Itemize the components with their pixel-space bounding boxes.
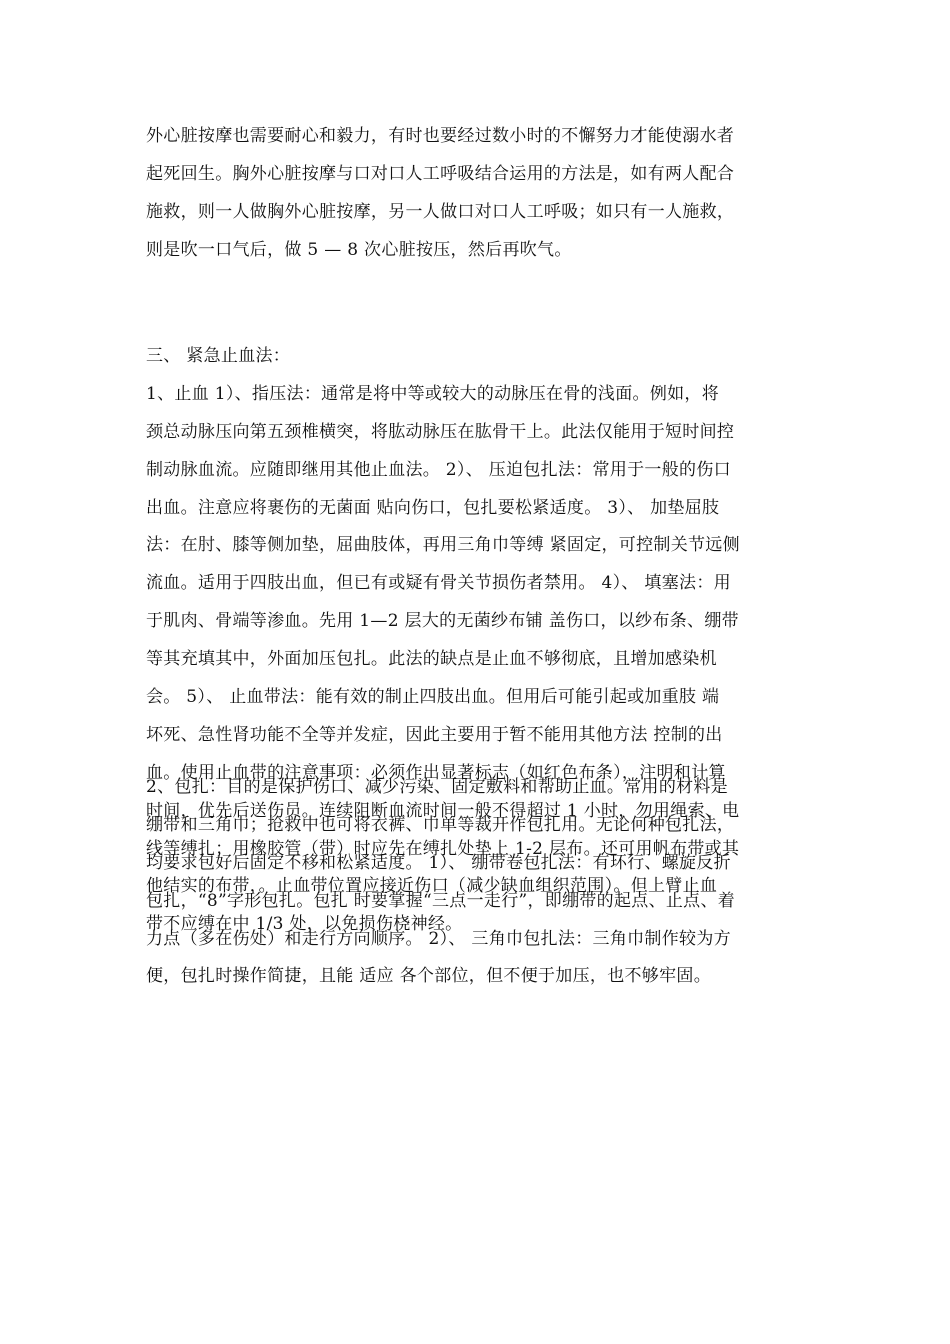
text-line: 则是吹一口气后，做 5 — 8 次心脏按压，然后再吹气。 bbox=[146, 239, 572, 260]
text-line: 起死回生。胸外心脏按摩与口对口人工呼吸结合运用的方法是，如有两人配合 bbox=[146, 163, 735, 184]
text-line: 施救，则一人做胸外心脏按摩，另一人做口对口人工呼吸；如只有一人施救， bbox=[146, 201, 735, 222]
text-line: 时间，优先后送伤员。连续阻断血流时间一般不得超过 1 小时，勿用绳索、电 bbox=[146, 800, 740, 821]
text-line: 法：在肘、膝等侧加垫，屈曲肢体，再用三角巾等缚 紧固定，可控制关节远侧 bbox=[146, 535, 740, 556]
section-heading: 三、 紧急止血法： bbox=[146, 346, 291, 366]
text-line: 便，包扎时操作简捷，且能 适应 各个部位，但不便于加压，也不够牢固。 bbox=[146, 966, 712, 987]
text-line: 1、止血 1）、指压法：通常是将中等或较大的动脉压在骨的浅面。例如，将 bbox=[146, 383, 720, 404]
text-line: 颈总动脉压向第五颈椎横突，将肱动脉压在肱骨干上。此法仅能用于短时间控 bbox=[146, 421, 735, 442]
text-line: 外心脏按摩也需要耐心和毅力，有时也要经过数小时的不懈努力才能使溺水者 bbox=[146, 126, 735, 146]
text-line: 制动脉血流。应随即继用其他止血法。 2）、 压迫包扎法：常用于一般的伤口 bbox=[146, 459, 731, 480]
text-line: 血。使用止血带的注意事项：必须作出显著标志（如红色布条），注明和计算 bbox=[146, 762, 726, 783]
text-line: 2、包扎：目的是保护伤口、减少污染、固定敷料和帮助止血。常用的材料是 bbox=[146, 777, 729, 797]
text-line: 会。 5）、 止血带法：能有效的制止四肢出血。但用后可能引起或加重肢 端 bbox=[146, 687, 720, 708]
text-line: 出血。注意应将裹伤的无菌面 贴向伤口，包扎要松紧适度。 3）、 加垫屈肢 bbox=[146, 497, 720, 518]
text-line: 于肌肉、骨端等渗血。先用 1—2 层大的无菌纱布铺 盖伤口，以纱布条、绷带 bbox=[146, 611, 739, 632]
text-line: 坏死、急性肾功能不全等并发症，因此主要用于暂不能用其他方法 控制的出 bbox=[146, 724, 723, 745]
text-line: 绷带和三角巾；抢救中也可将衣裤、巾单等裁开作包扎用。无论何种包扎法， bbox=[146, 814, 735, 835]
text-line: 线等缚扎；用橡胶管（带）时应先在缚扎处垫上 1-2 层布。还可用帆布带或其 bbox=[146, 838, 740, 859]
text-line: 等其充填其中，外面加压包扎。此法的缺点是止血不够彻底，且增加感染机 bbox=[146, 649, 717, 670]
text-line: 他结实的布带，。止血带位置应接近伤口（减少缺血组织范围）。但上臂止血 bbox=[146, 876, 718, 897]
paragraph-bandaging bbox=[146, 769, 826, 996]
paragraph-cpr-continuation bbox=[146, 118, 826, 270]
text-line: 带不应缚在中 1/3 处，以免损伤桡神经。 bbox=[146, 914, 463, 935]
text-line: 均要求包好后固定不移和松紧适度。 1）、 绷带卷包扎法：有环行、螺旋反折 bbox=[146, 852, 731, 873]
text-line: 流血。适用于四肢出血，但已有或疑有骨关节损伤者禁用。 4）、 填塞法：用 bbox=[146, 573, 731, 594]
text-line: 包扎，“8”字形包扎。包扎 时要掌握“三点一走行”，即绷带的起点、止点、着 bbox=[146, 890, 736, 911]
text-line: 力点（多在伤处）和走行方向顺序。 2）、 三角巾包扎法：三角巾制作较为方 bbox=[146, 928, 731, 949]
